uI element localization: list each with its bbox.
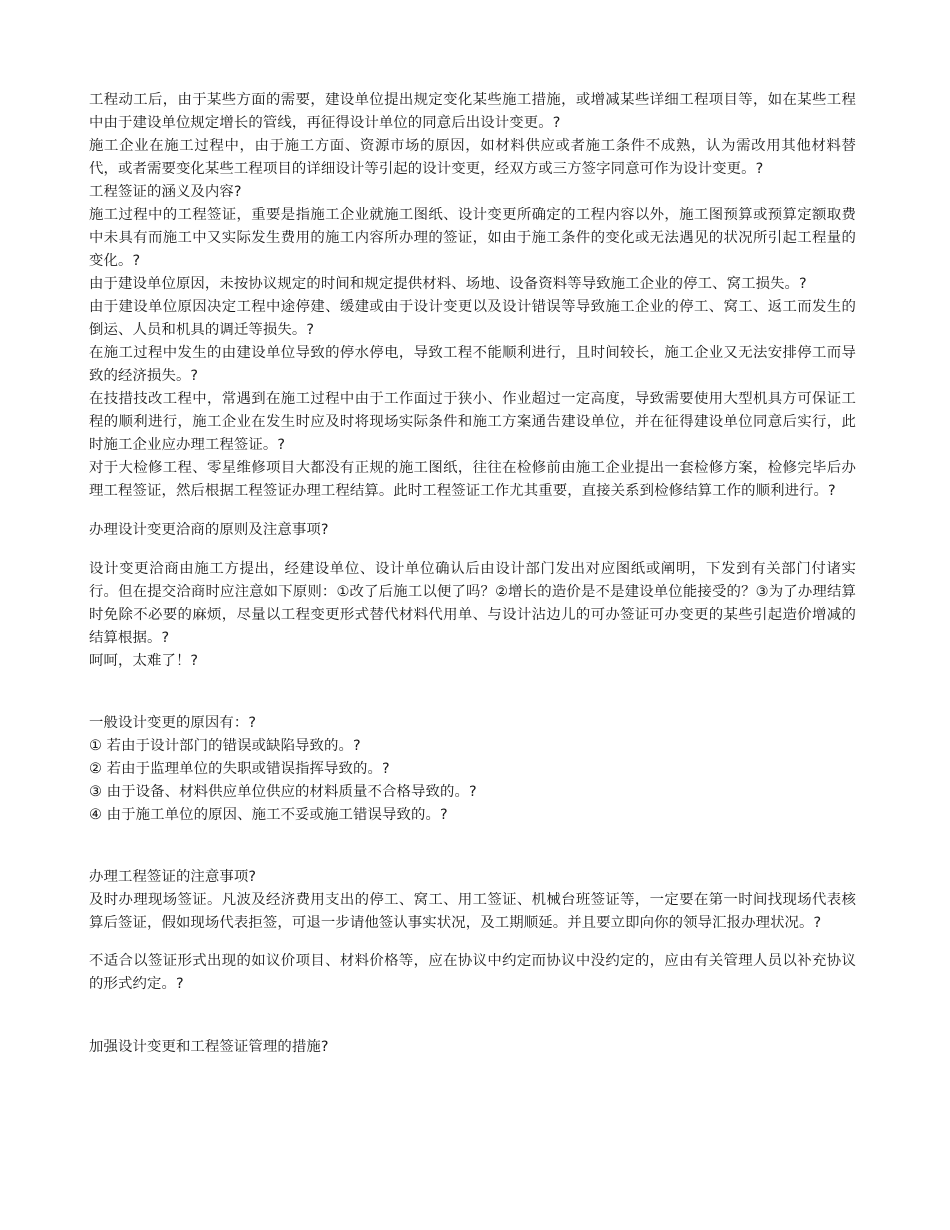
paragraph-remark: 呵呵，太难了！? <box>89 653 199 669</box>
list-item-reason-1: ① 若由于设计部门的错误或缺陷导致的。? <box>89 738 361 754</box>
paragraph-change-negotiation-principles: 设计变更洽商由施工方提出，经建设单位、设计单位确认后由设计部门发出对应图纸或阐明，下发到有关部门付诸实行。但在提交洽商时应注意如下原则：①改了后施工以便了吗？②增长的造价是不是建设单位能接受的？③为了办理结算时免除不必要的麻烦，尽量以工程变更形式替代材料代用单、与设计沾边儿的可办签证可办变更的某些引起造价增减的结算根据。? <box>89 561 856 646</box>
paragraph-owner-delay-loss: 由于建设单位原因，未按协议规定的时间和规定提供材料、场地、设备资料等导致施工企业的停工、窝工损失。? <box>89 276 807 292</box>
paragraph-technical-renovation: 在技措技改工程中，常遇到在施工过程中由于工作面过于狭小、作业超过一定高度，导致需要使用大型机具方可保证工程的顺利进行，施工企业在发生时应及时将现场实际条件和施工方案通告建设单位，并在征得建设单位同意后实行，此时施工企业应办理工程签证。? <box>89 391 856 453</box>
heading-management-measures: 加强设计变更和工程签证管理的措施? <box>89 1039 329 1055</box>
heading-change-reasons: 一般设计变更的原因有：? <box>89 715 257 731</box>
paragraph-unsuitable-visa: 不适合以签证形式出现的如议价项目、材料价格等，应在协议中约定而协议中没约定的，应由有关管理人员以补充协议的形式约定。? <box>89 953 856 992</box>
heading-change-negotiation-principles: 办理设计变更洽商的原则及注意事项? <box>89 522 329 538</box>
document-body <box>89 89 856 1059</box>
spacer <box>89 935 856 950</box>
list-item-reason-2: ② 若由于监理单位的失职或错误指挥导致的。? <box>89 761 390 777</box>
paragraph-timely-visa: 及时办理现场签证。凡波及经济费用支出的停工、窝工、用工签证、机械台班签证等，一定要在第一时间找现场代表核算后签证，假如现场代表拒签，可退一步请他签认事实状况，及工期顺延。并且要立即向你的领导汇报办理状况。? <box>89 892 856 931</box>
spacer <box>89 996 856 1036</box>
paragraph-major-overhaul: 对于大检修工程、零星维修项目大都没有正规的施工图纸，往往在检修前由施工企业提出一套检修方案，检修完毕后办理工程签证，然后根据工程签证办理工程结算。此时工程签证工作尤其重要，直接关系到检修结算工作的顺利进行。? <box>89 460 856 499</box>
spacer <box>89 503 856 519</box>
paragraph-power-water-outage: 在施工过程中发生的由建设单位导致的停水停电，导致工程不能顺利进行，且时间较长，施工企业又无法安排停工而导致的经济损失。? <box>89 345 856 384</box>
spacer <box>89 827 856 866</box>
spacer <box>89 542 856 558</box>
paragraph-design-change-contractor: 施工企业在施工过程中，由于施工方面、资源市场的原因，如材料供应或者施工条件不成熟，认为需改用其他材料替代，或者需要变化某些工程项目的详细设计等引起的设计变更，经双方或三方签字同意可作为设计变更。? <box>89 138 856 177</box>
list-item-reason-3: ③ 由于设备、材料供应单位供应的材料质量不合格导致的。? <box>89 784 477 800</box>
heading-visa-notes: 办理工程签证的注意事项? <box>89 869 257 885</box>
list-item-reason-4: ④ 由于施工单位的原因、施工不妥或施工错误导致的。? <box>89 807 448 823</box>
heading-site-visa-meaning: 工程签证的涵义及内容? <box>89 184 242 200</box>
paragraph-suspension-loss: 由于建设单位原因决定工程中途停建、缓建或由于设计变更以及设计错误等导致施工企业的停工、窝工、返工而发生的倒运、人员和机具的调迁等损失。? <box>89 299 856 338</box>
spacer <box>89 673 856 712</box>
paragraph-design-change-owner: 工程动工后，由于某些方面的需要，建设单位提出规定变化某些施工措施，或增减某些详细工程项目等，如在某些工程中由于建设单位规定增长的管线，再征得设计单位的同意后出设计变更。? <box>89 92 856 131</box>
paragraph-site-visa-definition: 施工过程中的工程签证，重要是指施工企业就施工图纸、设计变更所确定的工程内容以外，施工图预算或预算定额取费中未具有而施工中又实际发生费用的施工内容所办理的签证，如由于施工条件的变化或无法遇见的状况所引起工程量的变化。? <box>89 207 856 269</box>
